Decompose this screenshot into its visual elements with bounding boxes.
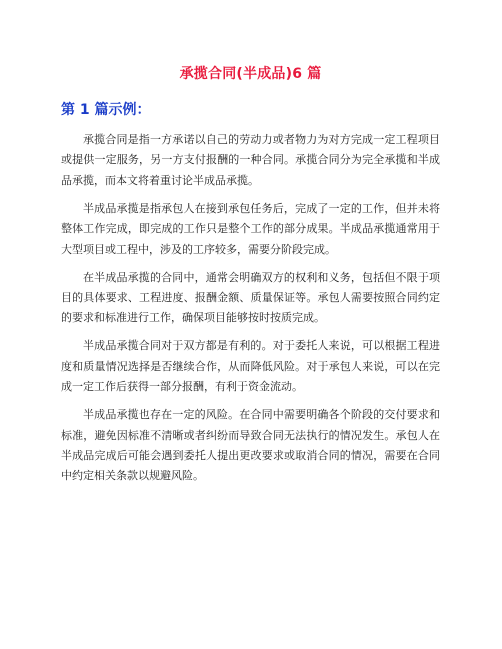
paragraph-1: 承揽合同是指一方承诺以自己的劳动力或者物力为对方完成一定工程项目或提供一定服务，另一方支付报酬的一种合同。承揽合同分为完全承揽和半成品承揽，而本文将着重讨论半成品承揽。 (61, 133, 440, 187)
paragraph-5: 半成品承揽也存在一定的风险。在合同中需要明确各个阶段的交付要求和标准，避免因标准不清晰或者纠纷而导致合同无法执行的情况发生。承包人在半成品完成后可能会遇到委托人提出更改要求或取消合同的情况，需要在合同中约定相关条款以规避风险。 (61, 408, 440, 483)
paragraph-3: 在半成品承揽的合同中，通常会明确双方的权利和义务，包括但不限于项目的具体要求、工程进度、报酬金额、质量保证等。承包人需要按照合同约定的要求和标准进行工作，确保项目能够按时按质完成。 (61, 270, 440, 325)
document-title: 承揽合同(半成品)6 篇 (179, 66, 322, 82)
section-heading: 第 1 篇示例： (61, 102, 151, 118)
paragraph-4: 半成品承揽合同对于双方都是有利的。对于委托人来说，可以根据工程进度和质量情况选择是否继续合作，从而降低风险。对于承包人来说，可以在完成一定工作后获得一部分报酬，有利于资金流动。 (61, 339, 440, 394)
paragraph-2: 半成品承揽是指承包人在接到承包任务后，完成了一定的工作，但并未将整体工作完成，即完成的工作只是整个工作的部分成果。半成品承揽通常用于大型项目或工程中，涉及的工序较多，需要分阶段完成。 (61, 201, 440, 256)
